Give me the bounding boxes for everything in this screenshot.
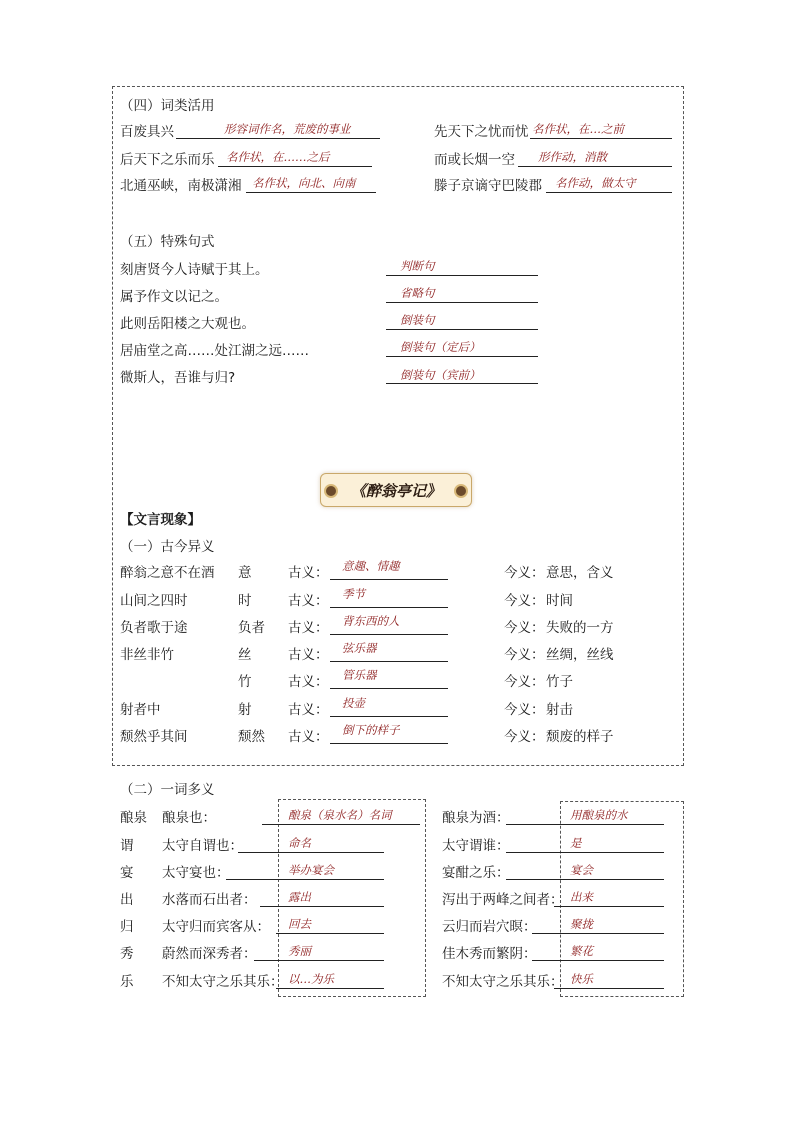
answer-line	[506, 879, 664, 880]
polysemy-heading: （二）一词多义	[120, 782, 215, 798]
polysemy-sentence-2: 不知太守之乐其乐：	[442, 974, 564, 990]
jin-meaning: 颓废的样子	[546, 729, 614, 745]
gujin-word: 丝	[238, 647, 252, 663]
answer-line	[386, 383, 538, 384]
jin-meaning: 竹子	[546, 674, 573, 690]
gujin-sentence: 非丝非竹	[120, 647, 174, 663]
answer-line	[254, 960, 384, 961]
wordclass-item-2: 后天下之乐而乐	[120, 152, 215, 168]
polysemy-sentence-2: 云归而岩穴暝：	[442, 919, 537, 935]
answer-line	[530, 138, 672, 139]
special-answer-3: 倒装句	[400, 313, 435, 327]
special-item-5: 微斯人，吾谁与归?	[120, 370, 236, 386]
answer-line	[226, 879, 384, 880]
jin-label: 今义：	[504, 702, 545, 718]
answer-line	[262, 824, 420, 825]
wordclass-answer-2: 名作状，在……之后	[226, 150, 330, 164]
gujin-sentence: 醉翁之意不在酒	[120, 565, 215, 581]
answer-line	[330, 634, 448, 635]
polysemy-answer-2: 快乐	[570, 972, 593, 986]
polysemy-char: 谓	[120, 838, 134, 854]
special-item-4: 居庙堂之高……处江湖之远……	[120, 343, 309, 359]
banner-title: 《醉翁亭记》	[350, 482, 441, 500]
polysemy-answer-2: 是	[570, 836, 582, 850]
answer-line	[218, 166, 372, 167]
polysemy-sentence-2: 宴酣之乐：	[442, 865, 510, 881]
answer-line	[238, 852, 384, 853]
polysemy-char: 出	[120, 892, 134, 908]
answer-line	[330, 688, 448, 689]
gu-label: 古义：	[288, 593, 329, 609]
answer-line	[506, 824, 664, 825]
polysemy-char: 宴	[120, 865, 134, 881]
special-answer-2: 省略句	[400, 286, 435, 300]
answer-line	[330, 716, 448, 717]
polysemy-sentence-2: 酿泉为酒：	[442, 810, 510, 826]
answer-line	[276, 988, 384, 989]
wordclass-answer-3: 名作状，向北、向南	[252, 176, 356, 190]
phenomena-subheading: （一）古今异义	[120, 539, 215, 555]
polysemy-answer-1: 命名	[288, 836, 311, 850]
polysemy-sentence-2: 太守谓谁：	[442, 838, 510, 854]
gu-answer: 背东西的人	[342, 614, 400, 628]
gujin-word: 射	[238, 702, 252, 718]
polysemy-sentence-1: 太守归而宾客从：	[162, 919, 270, 935]
polysemy-answer-1: 酿泉（泉水名）名词	[288, 808, 392, 822]
jin-label: 今义：	[504, 565, 545, 581]
polysemy-sentence-1: 太守宴也：	[162, 865, 230, 881]
special-answer-5: 倒装句（宾前）	[400, 368, 481, 382]
polysemy-answer-1: 秀丽	[288, 944, 311, 958]
gu-answer: 意趣、情趣	[342, 559, 400, 573]
answer-line	[386, 275, 538, 276]
wordclass-item-4: 先天下之忧而忧	[434, 124, 529, 140]
answer-line	[554, 906, 664, 907]
answer-line	[532, 933, 664, 934]
wordclass-item-5: 而或长烟一空	[434, 152, 515, 168]
polysemy-sentence-1: 水落而石出者：	[162, 892, 257, 908]
jin-label: 今义：	[504, 729, 545, 745]
answer-line	[330, 661, 448, 662]
polysemy-answer-2: 宴会	[570, 863, 593, 877]
wordclass-heading: （四）词类活用	[120, 98, 215, 114]
jin-meaning: 射击	[546, 702, 573, 718]
section-banner	[320, 473, 472, 507]
special-item-3: 此则岳阳楼之大观也。	[120, 316, 255, 332]
gujin-word: 意	[238, 565, 252, 581]
gu-label: 古义：	[288, 647, 329, 663]
special-answer-4: 倒装句（定后）	[400, 340, 481, 354]
gu-answer: 季节	[342, 587, 365, 601]
polysemy-sentence-1: 不知太守之乐其乐：	[162, 974, 284, 990]
gujin-sentence: 射者中	[120, 702, 161, 718]
polysemy-answer-1: 举办宴会	[288, 863, 334, 877]
wordclass-answer-6: 名作动，做太守	[555, 176, 636, 190]
special-item-1: 刻唐贤今人诗赋于其上。	[120, 262, 269, 278]
jin-label: 今义：	[504, 647, 545, 663]
polysemy-answer-2: 用酿泉的水	[570, 808, 628, 822]
gu-label: 古义：	[288, 565, 329, 581]
answer-line	[554, 988, 664, 989]
polysemy-answer-2: 聚拢	[570, 917, 593, 931]
gujin-word: 竹	[238, 674, 252, 690]
gu-label: 古义：	[288, 729, 329, 745]
gujin-sentence: 山间之四时	[120, 593, 188, 609]
gujin-word: 时	[238, 593, 252, 609]
answer-line	[246, 192, 376, 193]
answer-line	[260, 906, 384, 907]
jin-meaning: 意思，含义	[546, 565, 614, 581]
wordclass-answer-5: 形作动，消散	[538, 150, 607, 164]
special-answer-1: 判断句	[400, 259, 435, 273]
special-heading: （五）特殊句式	[120, 234, 215, 250]
gujin-word: 负者	[238, 620, 265, 636]
answer-line	[386, 356, 538, 357]
answer-line	[546, 192, 672, 193]
polysemy-sentence-2: 泻出于两峰之间者：	[442, 892, 564, 908]
gujin-word: 颓然	[238, 729, 265, 745]
polysemy-answer-2: 繁花	[570, 944, 593, 958]
gujin-sentence: 颓然乎其间	[120, 729, 188, 745]
answer-line	[176, 138, 380, 139]
jin-label: 今义：	[504, 674, 545, 690]
jin-meaning: 丝绸，丝线	[546, 647, 614, 663]
jin-label: 今义：	[504, 593, 545, 609]
answer-line	[518, 166, 672, 167]
jin-meaning: 失败的一方	[546, 620, 614, 636]
polysemy-sentence-1: 酿泉也：	[162, 810, 216, 826]
jin-label: 今义：	[504, 620, 545, 636]
polysemy-sentence-1: 蔚然而深秀者：	[162, 946, 257, 962]
gu-answer: 倒下的样子	[342, 723, 400, 737]
wordclass-item-1: 百废具兴	[120, 124, 174, 140]
gu-label: 古义：	[288, 620, 329, 636]
answer-line	[330, 579, 448, 580]
polysemy-answer-1: 以…为乐	[288, 972, 334, 986]
gu-answer: 弦乐器	[342, 641, 377, 655]
gu-answer: 投壶	[342, 696, 365, 710]
wordclass-answer-1: 形容词作名，荒废的事业	[224, 122, 351, 136]
answer-line	[330, 607, 448, 608]
polysemy-char: 归	[120, 919, 134, 935]
gu-label: 古义：	[288, 674, 329, 690]
polysemy-answer-1: 回去	[288, 917, 311, 931]
polysemy-char: 乐	[120, 974, 134, 990]
answer-line	[330, 743, 448, 744]
answer-line	[276, 933, 384, 934]
answer-line	[532, 960, 664, 961]
wordclass-item-3: 北通巫峡，南极潇湘	[120, 178, 242, 194]
polysemy-char: 秀	[120, 946, 134, 962]
polysemy-sentence-2: 佳木秀而繁阴：	[442, 946, 537, 962]
gu-answer: 管乐器	[342, 668, 377, 682]
wordclass-item-6: 滕子京谪守巴陵郡	[434, 178, 542, 194]
answer-line	[386, 329, 538, 330]
phenomena-heading: 【文言现象】	[120, 512, 201, 528]
gujin-sentence: 负者歌于途	[120, 620, 188, 636]
gu-label: 古义：	[288, 702, 329, 718]
answer-line	[386, 302, 538, 303]
jin-meaning: 时间	[546, 593, 573, 609]
polysemy-answer-2: 出来	[570, 890, 593, 904]
polysemy-answer-1: 露出	[288, 890, 311, 904]
polysemy-sentence-1: 太守自谓也：	[162, 838, 243, 854]
special-item-2: 属予作文以记之。	[120, 289, 228, 305]
wordclass-answer-4: 名作状，在…之前	[532, 122, 624, 136]
answer-line	[506, 852, 664, 853]
polysemy-char: 酿泉	[120, 810, 147, 826]
